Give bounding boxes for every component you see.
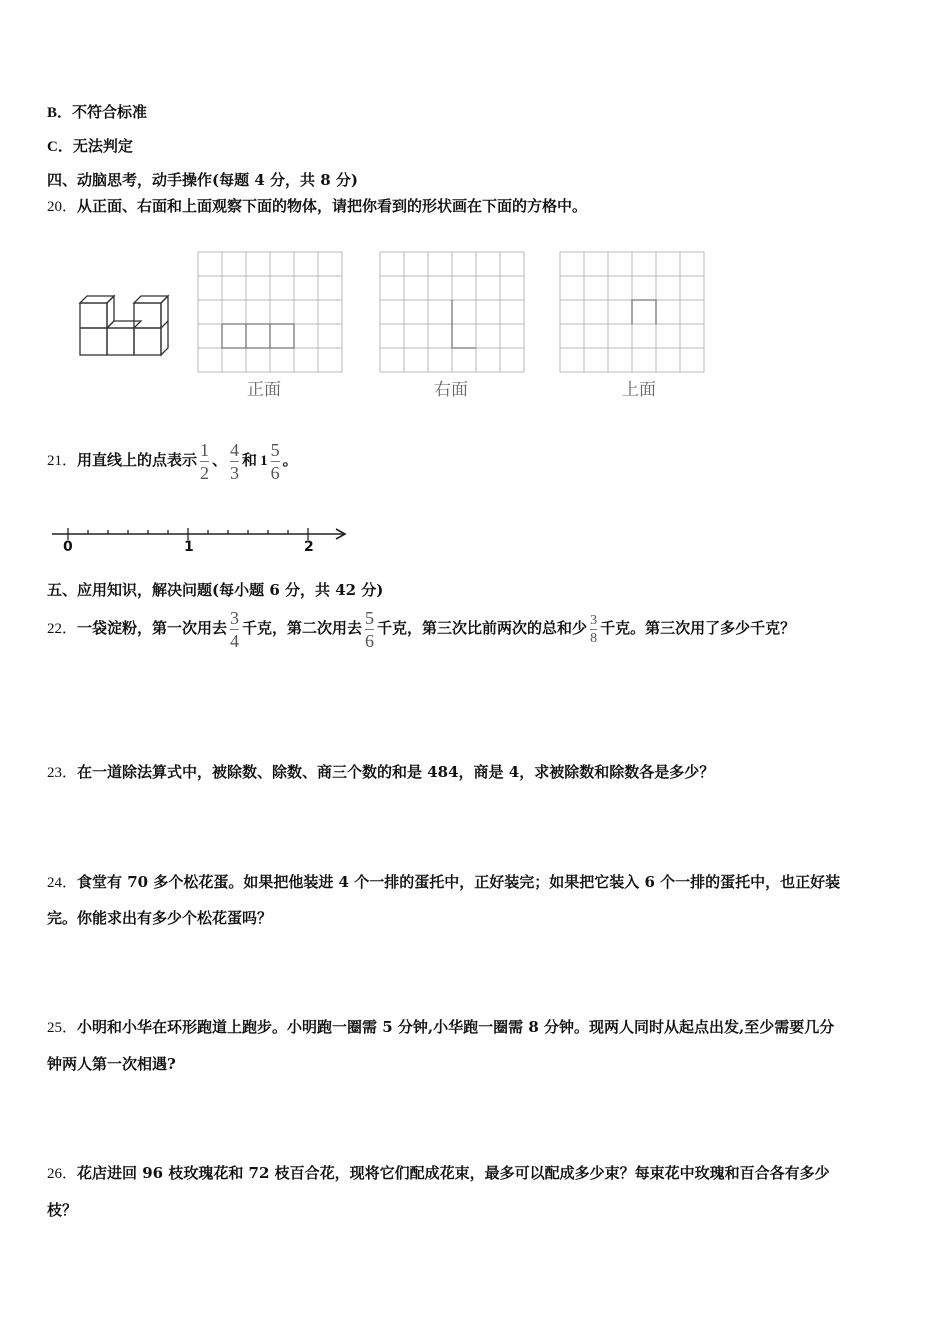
grid-right-label: 右面 <box>434 380 468 400</box>
separator: 、 <box>212 451 228 469</box>
option-c <box>47 136 133 157</box>
question-21-text: 用直线上的点表示 <box>77 451 198 469</box>
question-20-text: 从正面、右面和上面观察下面的物体，请把你看到的形状画在下面的方格中。 <box>77 197 588 215</box>
question-22-text-2: 千克，第二次用去 <box>242 619 363 637</box>
fraction-numerator: 3 <box>590 612 598 628</box>
fraction-4-3 <box>230 440 239 483</box>
fraction-denominator: 6 <box>270 462 280 483</box>
question-22-text-4: 千克。第三次用了多少千克？ <box>600 619 796 637</box>
option-b <box>47 102 147 123</box>
fraction-5-6 <box>365 608 374 651</box>
question-23-text: 在一道除法算式中，被除数、除数、商三个数的和是 484，商是 4，求被除数和除数各是多少？ <box>77 763 715 781</box>
option-c-letter: C． <box>47 139 73 155</box>
grid-front-label: 正面 <box>247 380 281 400</box>
question-22 <box>47 606 795 651</box>
question-26-line-1 <box>47 1163 830 1184</box>
grid-front <box>198 252 342 372</box>
grid-top <box>560 252 704 372</box>
grid-right <box>380 252 524 372</box>
option-c-text: 无法判定 <box>72 137 133 155</box>
mixed-whole: 1 <box>260 453 268 469</box>
axis-label-0: 0 <box>63 539 73 555</box>
fraction-denominator: 4 <box>230 630 240 651</box>
number-line <box>48 520 358 560</box>
fraction-numerator: 5 <box>270 439 280 460</box>
option-b-text: 不符合标准 <box>72 103 148 121</box>
question-26-text-1: 花店进回 96 枝玫瑰花和 72 枝百合花，现将它们配成花束，最多可以配成多少束？每束花中玫瑰和百合各有多少 <box>77 1164 830 1182</box>
option-b-letter: B． <box>47 105 73 121</box>
fraction-3-4 <box>230 608 239 651</box>
question-24-number: 24． <box>47 875 78 891</box>
section-4-title: 四、动脑思考，动手操作(每题 4 分，共 8 分) <box>47 171 358 189</box>
fraction-denominator: 2 <box>200 462 210 483</box>
section-5-title: 五、应用知识，解决问题(每小题 6 分，共 42 分) <box>47 581 384 599</box>
axis-label-1: 1 <box>184 539 194 555</box>
grid-top-label: 上面 <box>622 380 656 400</box>
question-20-figure <box>70 240 720 410</box>
fraction-3-8 <box>590 613 597 646</box>
question-21 <box>47 438 298 483</box>
question-20-number: 20． <box>47 199 78 215</box>
question-23 <box>47 762 714 783</box>
question-21-number: 21． <box>47 453 78 469</box>
question-24-line-2: 完。你能求出有多少个松花蛋吗？ <box>47 909 273 927</box>
axis-label-2: 2 <box>304 539 314 555</box>
question-22-number: 22． <box>47 621 78 637</box>
conjunction: 和 <box>242 451 258 469</box>
block-object <box>80 296 168 355</box>
fraction-denominator: 6 <box>365 630 375 651</box>
question-26-line-2: 枝？ <box>47 1201 78 1219</box>
question-22-text-3: 千克，第三次比前两次的总和少 <box>377 619 588 637</box>
question-23-number: 23． <box>47 765 78 781</box>
period: 。 <box>282 451 298 469</box>
fraction-numerator: 1 <box>200 439 210 460</box>
question-24-text-1: 食堂有 70 多个松花蛋。如果把他装进 4 个一排的蛋托中，正好装完；如果把它装入 6 个一排的蛋托中，也正好装 <box>77 873 841 891</box>
fraction-denominator: 8 <box>590 630 598 646</box>
fraction-numerator: 3 <box>230 607 240 628</box>
fraction-5-6 <box>271 440 280 483</box>
question-22-text-1: 一袋淀粉，第一次用去 <box>77 619 228 637</box>
question-26-number: 26． <box>47 1166 78 1182</box>
question-25-line-1 <box>47 1017 834 1038</box>
question-25-number: 25． <box>47 1020 78 1036</box>
fraction-denominator: 3 <box>230 462 240 483</box>
question-20 <box>47 196 587 217</box>
fraction-numerator: 4 <box>230 439 240 460</box>
fraction-numerator: 5 <box>365 607 375 628</box>
question-25-text-1: 小明和小华在环形跑道上跑步。小明跑一圈需 5 分钟,小华跑一圈需 8 分钟。现两人同时从起点出发,至少需要几分 <box>77 1018 835 1036</box>
fraction-1-2 <box>200 440 209 483</box>
question-24-line-1 <box>47 872 840 893</box>
question-25-line-2: 钟两人第一次相遇? <box>47 1055 176 1073</box>
